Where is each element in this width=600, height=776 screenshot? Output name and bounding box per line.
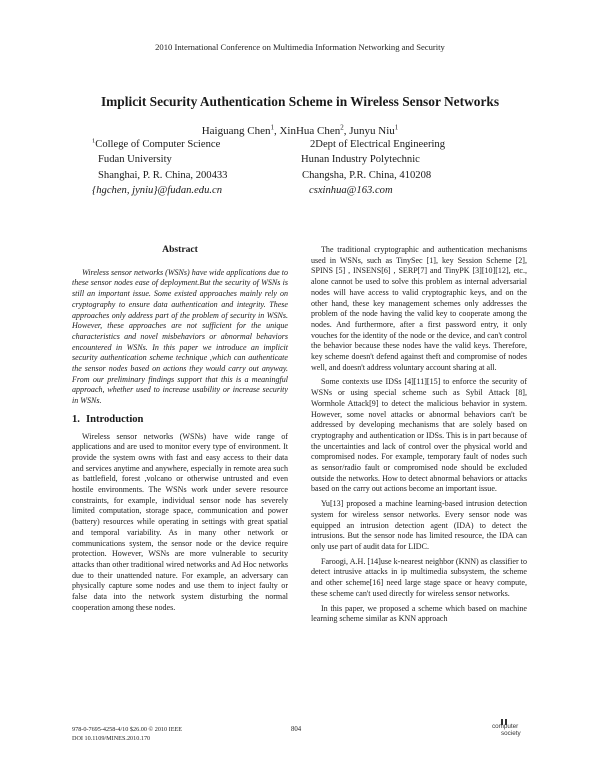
- section-number: 1.: [72, 413, 80, 425]
- affiliation-left: [92, 137, 227, 198]
- body-paragraph: In this paper, we proposed a scheme which based on machine learning scheme similar as KNN approach: [311, 603, 527, 624]
- author-affil-mark: 1: [394, 123, 399, 132]
- paper-title: Implicit Security Authentication Scheme in Wireless Sensor Networks: [100, 94, 500, 109]
- author-name: Junyu Niu: [349, 125, 395, 137]
- body-paragraph: Some contexts use IDSs [4][11][15] to enforce the security of WSNs or using special scheme such as Sybil Attack [8], Wormhole Attack[9] to detect the malicious behavior in system. However, some novel attacks or abnormal behaviors can't be addressed by developing mechanisms that are solely based on cryptography and authentication or IDSs. This is in part because of the uncertainties and lack of control over the physical world and compromised nodes. For example, temporary fault of nodes such as sensor/radio fault or compromised node should be excluded outside the networks. How to detect abnormal behaviors or attacks based on the carry out actions become an important issue.: [311, 377, 527, 494]
- affil-email: {hgchen, jyniu}@fudan.edu.cn: [92, 184, 223, 196]
- ieee-computer-society-logo: [492, 718, 542, 744]
- author-line: Haiguang Chen$^1$, XinHua Chen$^2$, Junyu Niu$^1$: [201, 123, 399, 137]
- logo-text: [492, 724, 521, 737]
- author-name: Haiguang Chen: [201, 125, 271, 137]
- footer-citation: [72, 726, 182, 743]
- section-title: Introduction: [85, 413, 144, 425]
- author-name: XinHua Chen: [279, 125, 341, 137]
- affil-dept: College of Computer Science: [95, 139, 221, 150]
- affil-address: Shanghai, P. R. China, 200433: [98, 169, 228, 181]
- affil-email: csxinhua@163.com: [309, 184, 393, 196]
- affil-org: Hunan Industry Polytechnic: [301, 154, 420, 166]
- conference-header: 2010 International Conference on Multimedia Information Networking and Security: [155, 42, 445, 52]
- footer-isbn: 978-0-7695-4258-4/10 $26.00 © 2010 IEEE: [72, 726, 183, 733]
- affil-dept: 2Dept of Electrical Engineering: [310, 139, 446, 150]
- right-column: [311, 245, 527, 629]
- affiliation-right: [301, 137, 446, 198]
- logo-line-2: society: [501, 729, 521, 737]
- abstract-heading: Abstract: [162, 244, 198, 255]
- affil-mark: 1: [92, 137, 96, 145]
- logo-line-1: computer: [492, 723, 519, 730]
- body-paragraph: Yu[13] proposed a machine learning-based intrusion detection system for wireless sensor networks. Every sensor node was equipped an intrusion detection agent (IDA) to detect the intrusions. But the sensor node has limited resource, the IDA can only use part of audit data for LIDC.: [311, 499, 527, 551]
- page-number: 804: [291, 726, 302, 733]
- affil-org: Fudan University: [98, 154, 172, 166]
- author-affil-mark: 1: [270, 123, 274, 132]
- left-column: [72, 245, 288, 618]
- affil-address: Changsha, P.R. China, 410208: [302, 169, 432, 181]
- body-paragraph: The traditional cryptographic and authentication mechanisms used in WSNs, such as TinySec [1], key Session Scheme [2], SPINS [5] , INSENS[6] , SERP[7] and TinyPK [3][10][12], etc., alone cannot be used to solve this problem as internal adversarial nodes will have access to valid cryptographic keys, and on the other hand, these key management schemes only addresses the problem of the node having the valid key to cooperate among the nodes. And furthermore, after a first password entry, it only vouches for the identity of the node or the device, and can't control the behavior because these nodes have the valid keys. Therefore, key scheme doesn't defend against theft and compromise of nodes well, and doesn't address voluntary account sharing at all.: [311, 245, 527, 372]
- body-paragraph: Faroogi, A.H. [14]use k-nearest neighbor (KNN) as classifier to detect intrusive attacks in ip multimedia subsystem, the scheme and other scheme[16] need large stage space or heavy compute, these scheme can't used directly for wireless sensor networks.: [311, 556, 527, 598]
- abstract-text: Wireless sensor networks (WSNs) have wide applications due to these sensor nodes ease of deployment.But the security of WSNs is still an important issue. Some existed approaches mainly rely on cryptography to ensure data authentication and integrity. These approaches only address part of the problem of security in WSNs. However, these approaches are not sufficient for the unique characteristics and novel misbehaviors or abnormal behaviors encountered in WSNs. In this paper we introduce an implicit security authentication scheme technique ,which can authenticate the sensor nodes based on actions they would carry out anyway. From our preliminary findings support that this is a meaningful approach, whether used to increase usability or increase security in WSNs.: [72, 267, 288, 406]
- footer-doi: DOI 10.1109/MINES.2010.170: [72, 734, 151, 742]
- body-paragraph: Wireless sensor networks (WSNs) have wide range of applications and are used to monitor every type of environment. It provide the system owns with fast and easy access to their data and services anytime and anywhere, especially in remote area such as battlefield, forest ,volcano or otherwise untrusted and even hostile environments. The WSNs work under severe resource constraints, for example, individual sensor node has severely limited computation, storage space, communication and power (battery) resources while operating in settings with great spatial and temporal variability. As in many other network or communications system, the sensor node or the device require protection. However, WSNs are more vulnerable to security attacks than other traditional wired networks and Ad Hoc networks due to their unattended nature. For example, an adversary can physically capture some nodes and use them to inject faulty or false data into the network system disturbing the normal cooperation among these nodes.: [72, 431, 288, 612]
- author-affil-mark: 2: [340, 123, 344, 132]
- section-heading: [72, 415, 288, 426]
